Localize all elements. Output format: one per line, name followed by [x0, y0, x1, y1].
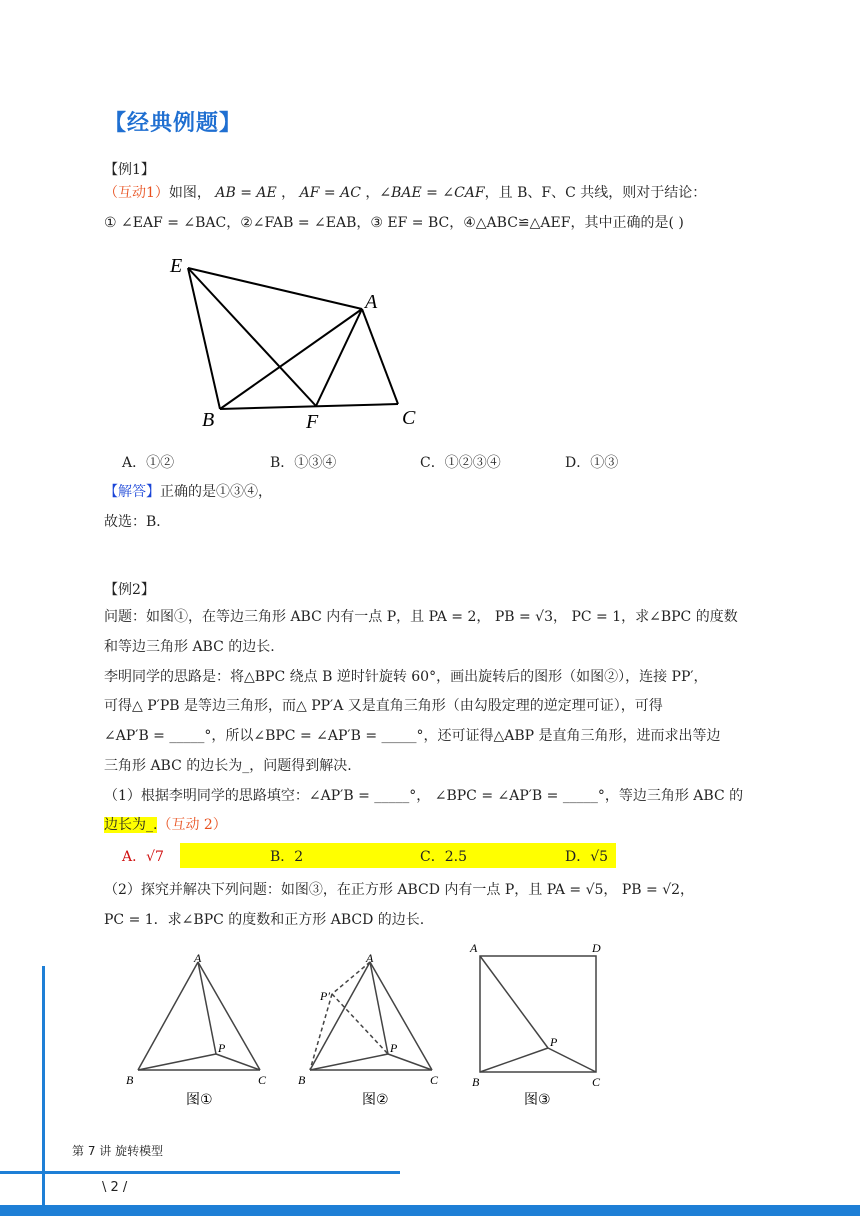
- example-1-figure: [160, 248, 440, 438]
- ex2-para-3: 李明同学的思路是：将△BPC 绕点 B 逆时针旋转 60°，画出旋转后的图形（如图②），连接 PP′，: [104, 669, 708, 685]
- fig-2-label-A: A: [366, 951, 374, 965]
- example-1-figure-lines: [188, 268, 398, 409]
- fig-3-label-D: D: [592, 941, 601, 955]
- fig-1-label-A: A: [194, 951, 202, 965]
- ex2-question-2a: （2）探究并解决下列问题：如图③，在正方形 ABCD 内有一点 P，且 PA = √5， PB = √2，: [104, 882, 695, 898]
- ex2-para-4: 可得△ P′PB 是等边三角形，而△ PP′A 又是直角三角形（由勾股定理的逆定理可证），可得: [104, 698, 663, 714]
- ex2-option-a[interactable]: A．√7: [122, 849, 164, 865]
- ex2-question-1: （1）根据李明同学的思路填空：∠AP′B = _____°， ∠BPC = ∠AP′B = _____°，等边三角形 ABC 的: [104, 788, 744, 804]
- q-text-2: ，且 B、F、C 共线，则对于结论：: [484, 185, 707, 201]
- ex2-para-6: 三角形 ABC 的边长为_，问题得到解决.: [104, 758, 352, 774]
- footer-bottom-band: [0, 1205, 860, 1216]
- fig1-label-A: A: [365, 291, 378, 313]
- answer-text: 正确的是①③④，: [160, 484, 272, 500]
- fig-2-label-C: C: [430, 1073, 439, 1087]
- fig-2-label-Pprime: P′: [320, 989, 330, 1003]
- fig1-label-C: C: [402, 407, 416, 429]
- ex1-answer: [104, 482, 272, 502]
- ex1-option-a[interactable]: A．①②: [122, 455, 175, 471]
- q-math-2: AF = AC: [299, 185, 361, 201]
- ex1-option-c[interactable]: C．①②③④: [420, 455, 501, 471]
- ex2-para-1: 问题：如图①，在等边三角形 ABC 内有一点 P，且 PA = 2， PB = √3， PC = 1，求∠BPC 的度数: [104, 609, 738, 625]
- footer-horizontal-rule: [0, 1171, 400, 1174]
- section-title: 【经典例题】: [104, 111, 243, 136]
- example-1-label: 【例1】: [104, 162, 155, 178]
- fig-2-label-B: B: [298, 1073, 306, 1087]
- fig-3-caption: 图③: [524, 1092, 551, 1108]
- fig-1-label-P: P: [218, 1041, 226, 1055]
- fig-3-label-A: A: [470, 941, 478, 955]
- ex2-option-c[interactable]: C．2.5: [420, 849, 467, 865]
- fig1-label-B: B: [202, 409, 215, 431]
- side-length-highlight: 边长为_.: [104, 817, 158, 833]
- fig-3-label-P: P: [550, 1035, 558, 1049]
- figure-2: [294, 950, 454, 1110]
- example-2-label: 【例2】: [104, 582, 155, 598]
- ex2-option-b[interactable]: B．2: [270, 849, 304, 865]
- figure-1: [122, 950, 282, 1110]
- hudong-2-link[interactable]: （互动 2）: [157, 817, 227, 833]
- footer-lecture-title: 第 7 讲 旋转模型: [72, 1144, 164, 1158]
- ex2-option-d[interactable]: D．√5: [565, 849, 609, 865]
- ex2-question-1b: [104, 815, 227, 835]
- ex1-option-b[interactable]: B．①③④: [270, 455, 337, 471]
- ex1-option-d[interactable]: D．①③: [565, 455, 619, 471]
- fig-3-label-C: C: [592, 1075, 601, 1089]
- fig1-label-F: F: [306, 411, 319, 433]
- figure-3: [464, 936, 624, 1108]
- q-text-1: 如图，: [168, 185, 211, 201]
- ex2-question-2b: PC = 1．求∠BPC 的度数和正方形 ABCD 的边长.: [104, 912, 425, 928]
- fig-1-label-C: C: [258, 1073, 267, 1087]
- q-math-1: AB = AE: [215, 185, 277, 201]
- fig-2-caption: 图②: [362, 1092, 389, 1108]
- footer-page-number: \ 2 /: [102, 1180, 128, 1195]
- options-highlight-bar: [180, 843, 616, 868]
- ex2-para-2: 和等边三角形 ABC 的边长.: [104, 639, 275, 655]
- fig-2-label-P: P: [390, 1041, 398, 1055]
- q-math-3: ∠BAE = ∠CAF: [379, 185, 485, 201]
- footer-vertical-rule: [42, 966, 45, 1216]
- fig-3-label-B: B: [472, 1075, 480, 1089]
- fig-1-label-B: B: [126, 1073, 134, 1087]
- hudong-1-link[interactable]: （互动1）: [104, 185, 169, 201]
- example-1-statements: ① ∠EAF = ∠BAC，②∠FAB = ∠EAB，③ EF = BC，④△ABC≌△AEF，其中正确的是( ): [104, 215, 684, 231]
- example-1-question: （互动1）如图， AB = AE ， AF = AC ，∠BAE = ∠CAF，且 B、F、C 共线，则对于结论：: [104, 185, 707, 201]
- answer-tag: 【解答】: [104, 484, 160, 500]
- fig1-label-E: E: [170, 255, 183, 277]
- ex2-para-5: ∠AP′B = _____°，所以∠BPC = ∠AP′B = _____°，还可证得△ABP 是直角三角形，进而求出等边: [104, 728, 721, 744]
- ex1-choice: 故选：B．: [104, 514, 171, 530]
- fig-1-caption: 图①: [186, 1092, 213, 1108]
